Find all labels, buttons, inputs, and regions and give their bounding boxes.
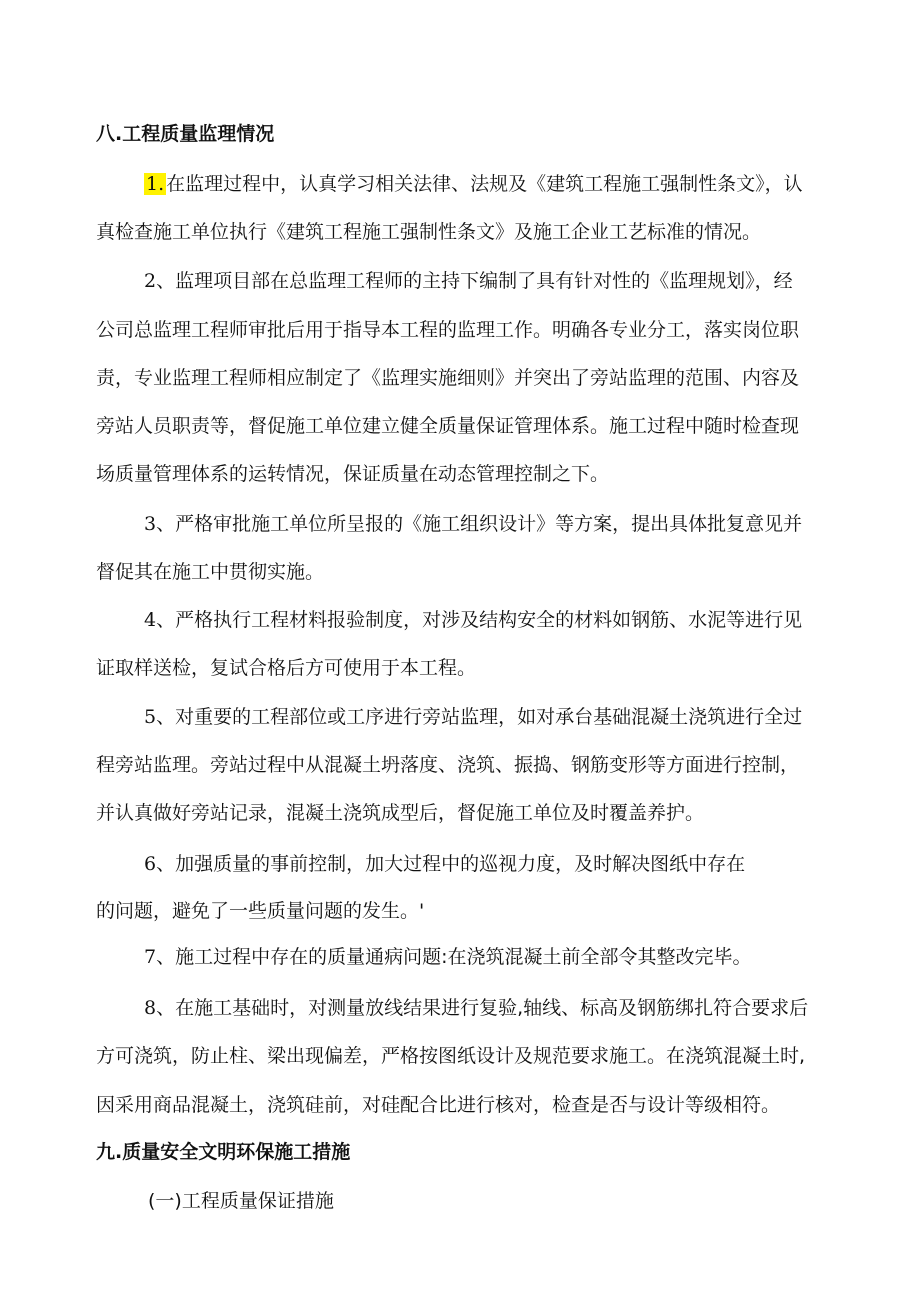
paragraph-8-line-3: 因采用商品混凝土，浇筑硅前，对硅配合比进行核对，检查是否与设计等级相符。 (96, 1094, 781, 1116)
subsection-heading: (一)工程质量保证措施 (148, 1190, 334, 1212)
paragraph-8-line-2: 方可浇筑，防止柱、梁出现偏差，严格按图纸设计及规范要求施工。在浇筑混凝土时, (96, 1045, 806, 1067)
section-heading-9: 九.质量安全文明环保施工措施 (96, 1141, 351, 1163)
paragraph-4-line-1 (144, 606, 802, 634)
paragraph-3-number: 3、 (144, 513, 176, 535)
paragraph-2-number: 2、 (144, 270, 176, 292)
paragraph-5-line-1 (144, 703, 802, 731)
paragraph-8-text: 在施工基础时，对测量放线结果进行复验,轴线、标高及钢筋绑扎符合要求后 (175, 997, 809, 1019)
paragraph-3-line-2: 督促其在施工中贯彻实施。 (96, 561, 325, 583)
paragraph-5-line-2: 程旁站监理。旁站过程中从混凝土坍落度、浇筑、振捣、钢筋变形等方面进行控制， (96, 754, 800, 776)
paragraph-4-line-2: 证取样送检，复试合格后方可使用于本工程。 (96, 657, 477, 679)
paragraph-5-line-3: 并认真做好旁站记录，混凝土浇筑成型后，督促施工单位及时覆盖养护。 (96, 802, 705, 824)
paragraph-1-line-2: 真检查施工单位执行《建筑工程施工强制性条文》及施工企业工艺标准的情况。 (96, 221, 762, 243)
paragraph-1-line-1 (144, 170, 803, 198)
paragraph-3-text: 严格审批施工单位所呈报的《施工组织设计》等方案，提出具体批复意见并 (175, 513, 803, 535)
paragraph-8-line-1 (144, 994, 808, 1022)
paragraph-7-text: 施工过程中存在的质量通病问题:在浇筑混凝土前全部令其整改完毕。 (175, 946, 752, 968)
paragraph-2-line-3: 责，专业监理工程师相应制定了《监理实施细则》并突出了旁站监理的范围、内容及 (96, 367, 800, 389)
paragraph-1-number: 1. (146, 173, 165, 195)
paragraph-1-text: 在监理过程中，认真学习相关法律、法规及《建筑工程施工强制性条文》，认 (166, 173, 803, 195)
paragraph-5-text: 对重要的工程部位或工序进行旁站监理，如对承台基础混凝土浇筑进行全过 (175, 706, 803, 728)
paragraph-2-line-5: 场质量管理体系的运转情况，保证质量在动态管理控制之下。 (96, 463, 610, 485)
paragraph-2-line-1 (144, 267, 793, 295)
paragraph-3-line-1 (144, 510, 802, 538)
section-heading-8: 八.工程质量监理情况 (96, 123, 275, 145)
paragraph-2-line-2: 公司总监理工程师审批后用于指导本工程的监理工作。明确各专业分工，落实岗位职 (96, 319, 800, 341)
paragraph-4-text: 严格执行工程材料报验制度，对涉及结构安全的材料如钢筋、水泥等进行见 (175, 609, 803, 631)
paragraph-7-line-1 (144, 943, 752, 971)
paragraph-2-text: 监理项目部在总监理工程师的主持下编制了具有针对性的《监理规划》，经 (175, 270, 793, 292)
paragraph-5-number: 5、 (144, 706, 176, 728)
paragraph-6-line-1 (144, 850, 745, 878)
paragraph-7-number: 7、 (144, 946, 176, 968)
paragraph-6-line-2: 的问题，避免了一些质量问题的发生。' (96, 900, 425, 922)
paragraph-6-number: 6、 (144, 853, 176, 875)
paragraph-4-number: 4、 (144, 609, 176, 631)
paragraph-2-line-4: 旁站人员职责等，督促施工单位建立健全质量保证管理体系。施工过程中随时检查现 (96, 415, 800, 437)
paragraph-8-number: 8、 (144, 997, 176, 1019)
paragraph-6-text: 加强质量的事前控制，加大过程中的巡视力度，及时解决图纸中存在 (175, 853, 746, 875)
